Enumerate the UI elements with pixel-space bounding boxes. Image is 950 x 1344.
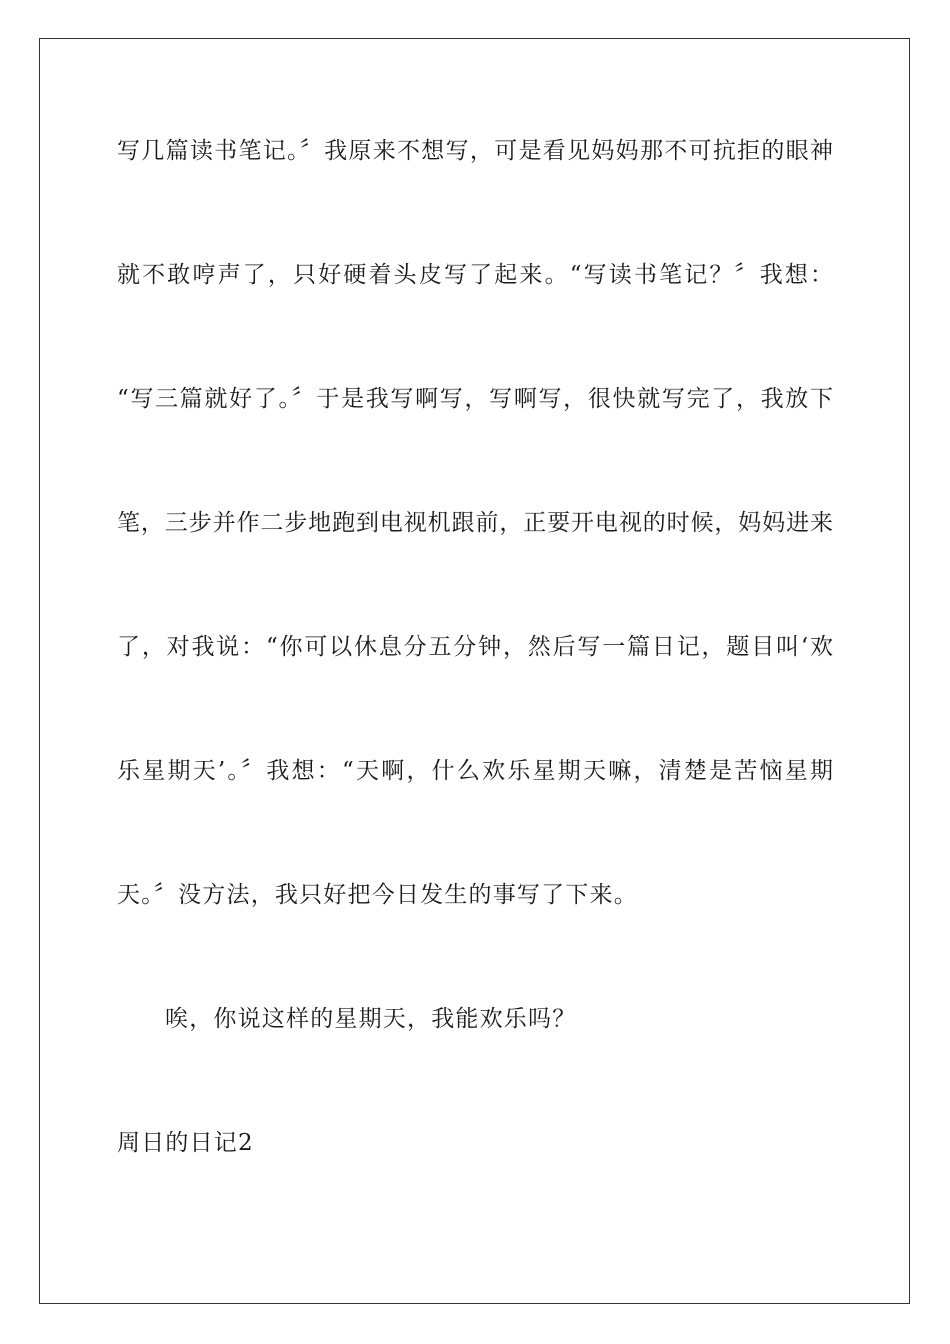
page-border: [39, 38, 910, 1304]
body-line: 了，对我说：“你可以休息分五分钟，然后写一篇日记，题目叫‘欢: [117, 634, 833, 660]
closing-paragraph: 唉，你说这样的星期天，我能欢乐吗？: [165, 1006, 577, 1032]
body-line: 天。〞没方法，我只好把今日发生的事写了下来。: [117, 882, 638, 908]
body-line: “写三篇就好了。〞于是我写啊写，写啊写，很快就写完了，我放下: [117, 386, 833, 412]
body-line: 乐星期天’。〞我想：“天啊，什么欢乐星期天嘛，清楚是苦恼星期: [117, 758, 833, 784]
body-line: 就不敢哼声了，只好硬着头皮写了起来。“写读书笔记？〞我想：: [117, 262, 833, 288]
body-line: 写几篇读书笔记。〞我原来不想写，可是看见妈妈那不可抗拒的眼神: [117, 138, 833, 164]
body-line: 笔，三步并作二步地跑到电视机跟前，正要开电视的时候，妈妈进来: [117, 510, 833, 536]
section-heading: 周日的日记2: [117, 1130, 254, 1156]
